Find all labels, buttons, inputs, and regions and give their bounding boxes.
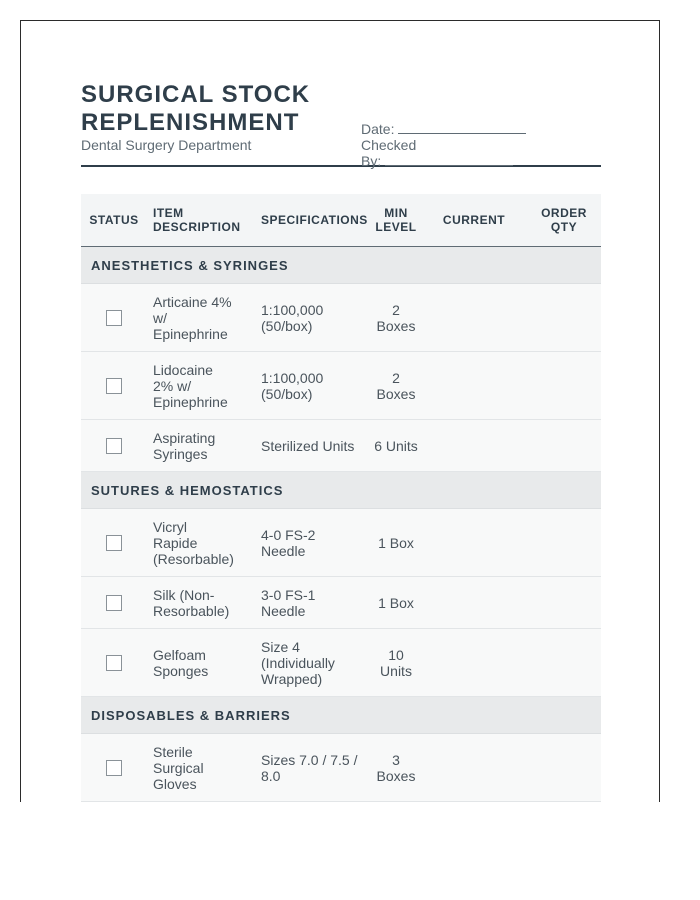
status-checkbox[interactable]	[106, 438, 122, 454]
order-qty-cell[interactable]	[527, 284, 601, 352]
status-cell	[81, 734, 147, 802]
specification-line: 1:100,000	[261, 369, 324, 386]
stock-table-wrapper	[81, 194, 601, 802]
item-description-line: Aspirating	[153, 429, 216, 446]
order-qty-cell[interactable]	[527, 629, 601, 697]
status-checkbox[interactable]	[106, 310, 122, 326]
by-label: By:	[361, 153, 382, 169]
item-description-line: Sponges	[153, 662, 209, 679]
specification	[251, 734, 371, 802]
department-subtitle: Dental Surgery Department	[81, 137, 252, 153]
specification-line: (50/box)	[261, 385, 313, 402]
min-level-line: Boxes	[376, 385, 416, 402]
item-description	[147, 509, 251, 577]
specification	[251, 352, 371, 420]
col-order-qty: ORDER QTY	[527, 194, 601, 247]
min-level	[371, 629, 421, 697]
specification-line: (Individually	[261, 654, 335, 671]
specification	[251, 284, 371, 352]
table-header-row	[81, 194, 601, 247]
order-qty-cell[interactable]	[527, 509, 601, 577]
document-header	[81, 81, 601, 167]
min-level	[371, 734, 421, 802]
item-description-line: (Resorbable)	[153, 550, 234, 567]
item-description-line: Resorbable)	[153, 602, 230, 619]
specification	[251, 509, 371, 577]
specification-line: 4-0 FS-2	[261, 526, 316, 543]
status-checkbox[interactable]	[106, 595, 122, 611]
col-specifications: SPECIFICATIONS	[251, 194, 371, 247]
specification-line: Size 4	[261, 638, 300, 655]
item-description	[147, 420, 251, 472]
min-level-line: 6 Units	[374, 437, 418, 454]
table-body	[81, 247, 601, 802]
specification-line: 1:100,000	[261, 301, 324, 318]
current-cell[interactable]	[421, 734, 527, 802]
min-level	[371, 420, 421, 472]
col-current: CURRENT	[421, 194, 527, 247]
min-level	[371, 284, 421, 352]
table-row	[81, 420, 601, 472]
specification	[251, 629, 371, 697]
current-cell[interactable]	[421, 577, 527, 629]
specification-line: Wrapped)	[261, 670, 323, 687]
table-row	[81, 577, 601, 629]
table-row	[81, 352, 601, 420]
specification-line: Sterilized Units	[261, 437, 355, 454]
min-level-line: 1 Box	[378, 594, 414, 611]
item-description-line: Gelfoam	[153, 646, 206, 663]
section-title: SUTURES & HEMOSTATICS	[81, 472, 601, 509]
order-qty-cell[interactable]	[527, 734, 601, 802]
order-qty-cell[interactable]	[527, 577, 601, 629]
specification-line: Needle	[261, 602, 306, 619]
current-cell[interactable]	[421, 509, 527, 577]
table-row	[81, 284, 601, 352]
current-cell[interactable]	[421, 352, 527, 420]
status-checkbox[interactable]	[106, 535, 122, 551]
section-title: DISPOSABLES & BARRIERS	[81, 697, 601, 734]
item-description-line: Vicryl	[153, 518, 187, 535]
specification	[251, 577, 371, 629]
status-cell	[81, 284, 147, 352]
item-description-line: Rapide	[153, 534, 198, 551]
specification-line: 3-0 FS-1	[261, 586, 316, 603]
table-row	[81, 509, 601, 577]
item-description-line: Silk (Non-	[153, 586, 215, 603]
specification-line: 8.0	[261, 767, 281, 784]
section-row	[81, 247, 601, 284]
min-level-line: 2	[392, 369, 400, 386]
order-qty-cell[interactable]	[527, 420, 601, 472]
date-label: Date:	[361, 121, 395, 137]
col-status: STATUS	[81, 194, 147, 247]
item-description-line: Articaine 4%	[153, 293, 232, 310]
item-description-line: Epinephrine	[153, 393, 228, 410]
checked-by-field[interactable]	[385, 153, 513, 166]
status-checkbox[interactable]	[106, 655, 122, 671]
section-title: ANESTHETICS & SYRINGES	[81, 247, 601, 284]
item-description	[147, 629, 251, 697]
item-description-line: Lidocaine	[153, 361, 213, 378]
specification-line: Sizes 7.0 / 7.5 /	[261, 751, 358, 768]
col-min-level: MIN LEVEL	[371, 194, 421, 247]
item-description	[147, 577, 251, 629]
status-checkbox[interactable]	[106, 760, 122, 776]
section-row	[81, 472, 601, 509]
current-cell[interactable]	[421, 629, 527, 697]
min-level-line: 3	[392, 751, 400, 768]
item-description-line: Sterile	[153, 743, 193, 760]
specification	[251, 420, 371, 472]
document-title	[81, 81, 381, 137]
min-level-line: Boxes	[376, 317, 416, 334]
item-description-line: Surgical	[153, 759, 204, 776]
item-description-line: w/	[153, 309, 167, 326]
item-description	[147, 352, 251, 420]
status-checkbox[interactable]	[106, 378, 122, 394]
title-line-1: SURGICAL STOCK	[81, 81, 311, 108]
status-cell	[81, 352, 147, 420]
stock-table	[81, 194, 601, 802]
min-level	[371, 352, 421, 420]
table-row	[81, 734, 601, 802]
col-item-description: ITEM DESCRIPTION	[147, 194, 251, 247]
item-description-line: Gloves	[153, 775, 197, 792]
min-level	[371, 509, 421, 577]
status-cell	[81, 629, 147, 697]
item-description-line: Syringes	[153, 445, 208, 462]
date-checked-fields	[361, 121, 601, 169]
status-cell	[81, 420, 147, 472]
date-field[interactable]	[398, 121, 526, 134]
current-cell[interactable]	[421, 420, 527, 472]
item-description-line: 2% w/	[153, 377, 192, 394]
section-row	[81, 697, 601, 734]
status-cell	[81, 509, 147, 577]
min-level-line: 1 Box	[378, 534, 414, 551]
order-qty-cell[interactable]	[527, 352, 601, 420]
current-cell[interactable]	[421, 284, 527, 352]
table-row	[81, 629, 601, 697]
min-level-line: Boxes	[376, 767, 416, 784]
checked-label: Checked	[361, 137, 417, 153]
title-line-2: REPLENISHMENT	[81, 109, 300, 136]
status-cell	[81, 577, 147, 629]
specification-line: Needle	[261, 542, 306, 559]
specification-line: (50/box)	[261, 317, 313, 334]
min-level-line: 2	[392, 301, 400, 318]
item-description	[147, 284, 251, 352]
min-level-line: Units	[380, 662, 412, 679]
item-description-line: Epinephrine	[153, 325, 228, 342]
document-page	[20, 20, 660, 802]
min-level	[371, 577, 421, 629]
min-level-line: 10	[388, 646, 404, 663]
item-description	[147, 734, 251, 802]
